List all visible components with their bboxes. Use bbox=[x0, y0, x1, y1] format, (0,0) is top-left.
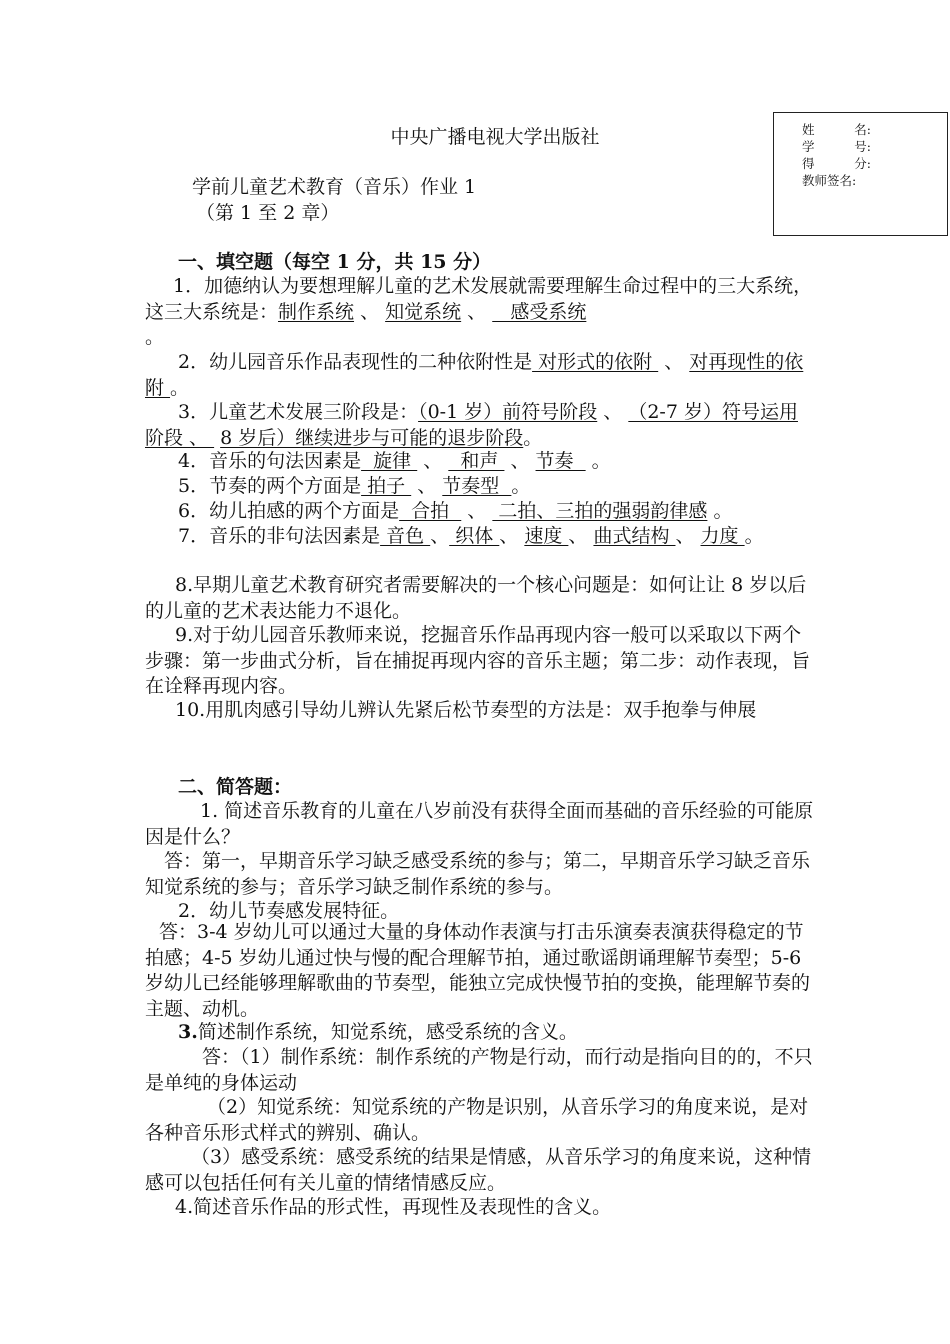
question-text: 6．幼儿拍感的两个方面是 bbox=[178, 500, 400, 522]
fill-question-3 bbox=[145, 400, 815, 451]
question-text: 3．儿童艺术发展三阶段是： bbox=[178, 401, 419, 423]
question-text: 2．幼儿园音乐作品表现性的二种依附性是 bbox=[178, 351, 533, 373]
question-text: 1．加德纳认为要想理解儿童的艺术发展就需要理解生命过程中的三大系统，这三大系统是： bbox=[145, 275, 813, 323]
homework-title: 学前儿童艺术教育（音乐）作业 1 bbox=[192, 176, 477, 198]
separator: 、 bbox=[411, 475, 443, 497]
score-label: 得 分: bbox=[802, 156, 871, 171]
separator: 、 bbox=[597, 401, 629, 423]
question-text: 7．音乐的非句法因素是 bbox=[178, 525, 381, 547]
answer-blank: 力度 bbox=[700, 525, 745, 547]
separator: 、 bbox=[504, 450, 536, 472]
answer-blank: 合拍 bbox=[399, 500, 462, 522]
short-answer-2: 答：3-4 岁幼儿可以通过大量的身体动作表演与打击乐演奏表演获得稳定的节拍感；4-5 岁幼儿通过快与慢的配合理解节拍，通过歌谣朗诵理解节奏型；5-6 岁幼儿已经能够理解歌曲的节奏型，能独立完成快慢节拍的变换，能理解节奏的主题、动机。 bbox=[145, 921, 811, 1021]
question-number: 3. bbox=[178, 1021, 198, 1043]
question-end: 。 bbox=[145, 326, 165, 349]
separator: 、 bbox=[675, 525, 701, 547]
answer-blank: 感受系统 bbox=[492, 300, 587, 323]
question-end: 。 bbox=[744, 525, 764, 547]
answer-blank: 制作系统 bbox=[278, 300, 355, 323]
answer-blank: 拍子 bbox=[361, 475, 412, 497]
short-answer-1: 答：第一，早期音乐学习缺乏感受系统的参与；第二，早期音乐学习缺乏音乐知觉系统的参与；音乐学习缺乏制作系统的参与。 bbox=[145, 850, 811, 898]
question-text: 4．音乐的句法因素是 bbox=[178, 450, 362, 472]
separator: 、 bbox=[354, 300, 386, 323]
short-question-4: 4.简述音乐作品的形式性，再现性及表现性的含义。 bbox=[175, 1196, 612, 1218]
answer-blank: 织体 bbox=[449, 525, 500, 547]
answer-blank: 二拍、三拍的强弱韵律感 bbox=[492, 500, 708, 522]
fill-question-5 bbox=[145, 474, 848, 500]
fill-question-1 bbox=[145, 274, 815, 351]
fill-question-9: 9.对于幼儿园音乐教师来说，挖掘音乐作品再现内容一般可以采取以下两个步骤：第一步曲式分析，旨在捕捉再现内容的音乐主题；第二步：动作表现，旨在诠释再现内容。 bbox=[145, 624, 811, 698]
fill-question-6 bbox=[145, 499, 848, 525]
question-end: 。 bbox=[170, 376, 190, 399]
answer-blank: 曲式结构 bbox=[593, 525, 676, 547]
answer-blank: 旋律 bbox=[361, 450, 418, 472]
student-id-label: 学 号: bbox=[802, 139, 871, 154]
question-text: 5．节奏的两个方面是 bbox=[178, 475, 362, 497]
chapter-range: （第 1 至 2 章） bbox=[196, 202, 340, 224]
short-question-1: 1. 简述音乐教育的儿童在八岁前没有获得全面而基础的音乐经验的可能原因是什么？ bbox=[145, 800, 814, 848]
separator: 、 bbox=[568, 525, 594, 547]
fill-question-4 bbox=[145, 449, 848, 475]
question-text: 简述制作系统，知觉系统，感受系统的含义。 bbox=[197, 1021, 578, 1043]
short-answer-3-part-1: 答：（1）制作系统：制作系统的产物是行动，而行动是指向目的的，不只是单纯的身体运动 bbox=[145, 1046, 813, 1094]
fill-question-2 bbox=[145, 350, 815, 401]
short-answer-3-part-2: （2）知觉系统：知觉系统的产物是识别，从音乐学习的角度来说，是对各种音乐形式样式的辨别、确认。 bbox=[145, 1096, 809, 1144]
separator: 、 bbox=[417, 450, 449, 472]
answer-blank: 8 岁后）继续进步与可能的退步阶段 bbox=[220, 426, 524, 449]
publisher-title: 中央广播电视大学出版社 bbox=[390, 126, 600, 148]
answer-blank: （0-1 岁）前符号阶段 bbox=[418, 401, 598, 423]
answer-blank: 和声 bbox=[448, 450, 505, 472]
fill-question-10: 10.用肌肉感引导幼儿辨认先紧后松节奏型的方法是：双手抱拳与伸展 bbox=[175, 699, 757, 721]
separator: 、 bbox=[430, 525, 450, 547]
separator: 、 bbox=[499, 525, 525, 547]
answer-blank: 知觉系统 bbox=[385, 300, 462, 323]
answer-blank: 速度 bbox=[524, 525, 569, 547]
question-end: 。 bbox=[707, 500, 733, 522]
short-question-2: 2．幼儿节奏感发展特征。 bbox=[178, 900, 400, 922]
section-2-title: 二、简答题： bbox=[178, 776, 293, 798]
separator: 、 bbox=[658, 351, 690, 373]
short-answer-3-part-3: （3）感受系统：感受系统的结果是情感，从音乐学习的角度来说，这种情感可以包括任何有关儿童的情绪情感反应。 bbox=[145, 1146, 812, 1194]
answer-blank: 节奏型 bbox=[442, 475, 512, 497]
answer-blank: 对再现性的依附 bbox=[145, 351, 804, 399]
teacher-signature-label: 教师签名: bbox=[802, 173, 857, 188]
answer-blank: 音色 bbox=[380, 525, 431, 547]
question-end: 。 bbox=[585, 450, 611, 472]
separator: 、 bbox=[461, 500, 493, 522]
answer-blank: 对形式的依附 bbox=[532, 351, 659, 373]
section-1-title: 一、填空题（每空 1 分，共 15 分） bbox=[178, 251, 492, 273]
separator: 、 bbox=[461, 300, 493, 323]
fill-question-7 bbox=[145, 524, 815, 550]
answer-blank: （2-7 岁）符号运用阶段 、 bbox=[145, 401, 798, 449]
name-label: 姓 名: bbox=[802, 122, 871, 137]
answer-blank: 节奏 bbox=[535, 450, 586, 472]
question-end: 。 bbox=[523, 426, 543, 449]
short-question-3 bbox=[145, 1020, 815, 1046]
fill-question-8: 8.早期儿童艺术教育研究者需要解决的一个核心问题是：如何让让 8 岁以后的儿童的艺术表达能力不退化。 bbox=[145, 574, 807, 622]
question-end: 。 bbox=[511, 475, 531, 497]
